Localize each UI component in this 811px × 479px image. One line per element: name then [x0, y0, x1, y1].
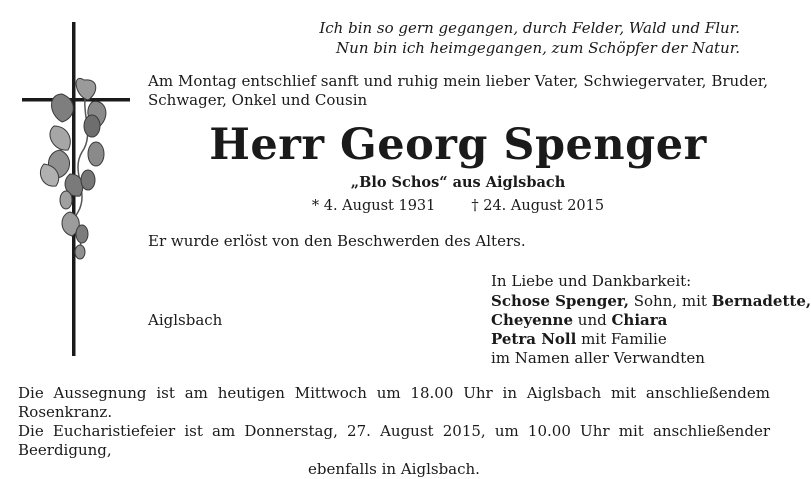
mourner-name: Bernadette,	[711, 292, 811, 310]
mourner-name: Schose Spenger,	[491, 292, 629, 310]
service-line-3: ebenfalls in Aiglsbach.	[308, 460, 480, 478]
mourners-list	[491, 292, 811, 368]
verse	[300, 18, 740, 58]
deceased-nickname: „Blo Schos“ aus Aiglsbach	[350, 174, 566, 191]
mourners-intro: In Liebe und Dankbarkeit:	[491, 272, 692, 290]
verse-line-1: Ich bin so gern gegangen, durch Felder, Wald und Flur.	[319, 19, 740, 37]
mourner-name: Chiara	[611, 311, 668, 329]
mourner-name: Petra Noll	[491, 330, 577, 348]
birth-date: * 4. August 1931	[311, 198, 436, 214]
intro-text: Am Montag entschlief sanft und ruhig mein lieber Vater, Schwiegervater, Bruder, Schwager, Onkel und Cousin	[148, 72, 768, 109]
service-line-2: Die Eucharistiefeier ist am Donnerstag, 27. August 2015, um 10.00 Uhr mit anschließender Beerdigung,	[18, 422, 770, 459]
mourner-name: Cheyenne	[491, 311, 574, 329]
cross-with-hop-vine	[18, 22, 138, 362]
mourner-line-2	[491, 311, 781, 330]
mourner-connector: und	[573, 311, 612, 329]
death-date: † 24. August 2015	[471, 198, 605, 214]
mourner-relation: mit Familie	[576, 330, 667, 348]
mourner-line-1	[491, 292, 811, 311]
service-line-1: Die Aussegnung ist am heutigen Mittwoch um 18.00 Uhr in Aiglsbach mit anschließendem Rosenkranz.	[18, 384, 770, 421]
deceased-name: Herr Georg Spenger	[209, 120, 707, 170]
place: Aiglsbach	[148, 311, 223, 329]
cause-text: Er wurde erlöst von den Beschwerden des Alters.	[148, 232, 526, 250]
mourner-line-3	[491, 330, 781, 349]
mourners-closing: im Namen aller Verwandten	[491, 349, 705, 367]
verse-line-2: Nun bin ich heimgegangen, zum Schöpfer der Natur.	[336, 39, 740, 57]
mourner-relation: Sohn, mit	[628, 292, 712, 310]
life-dates	[148, 197, 768, 215]
service-info	[18, 384, 770, 479]
